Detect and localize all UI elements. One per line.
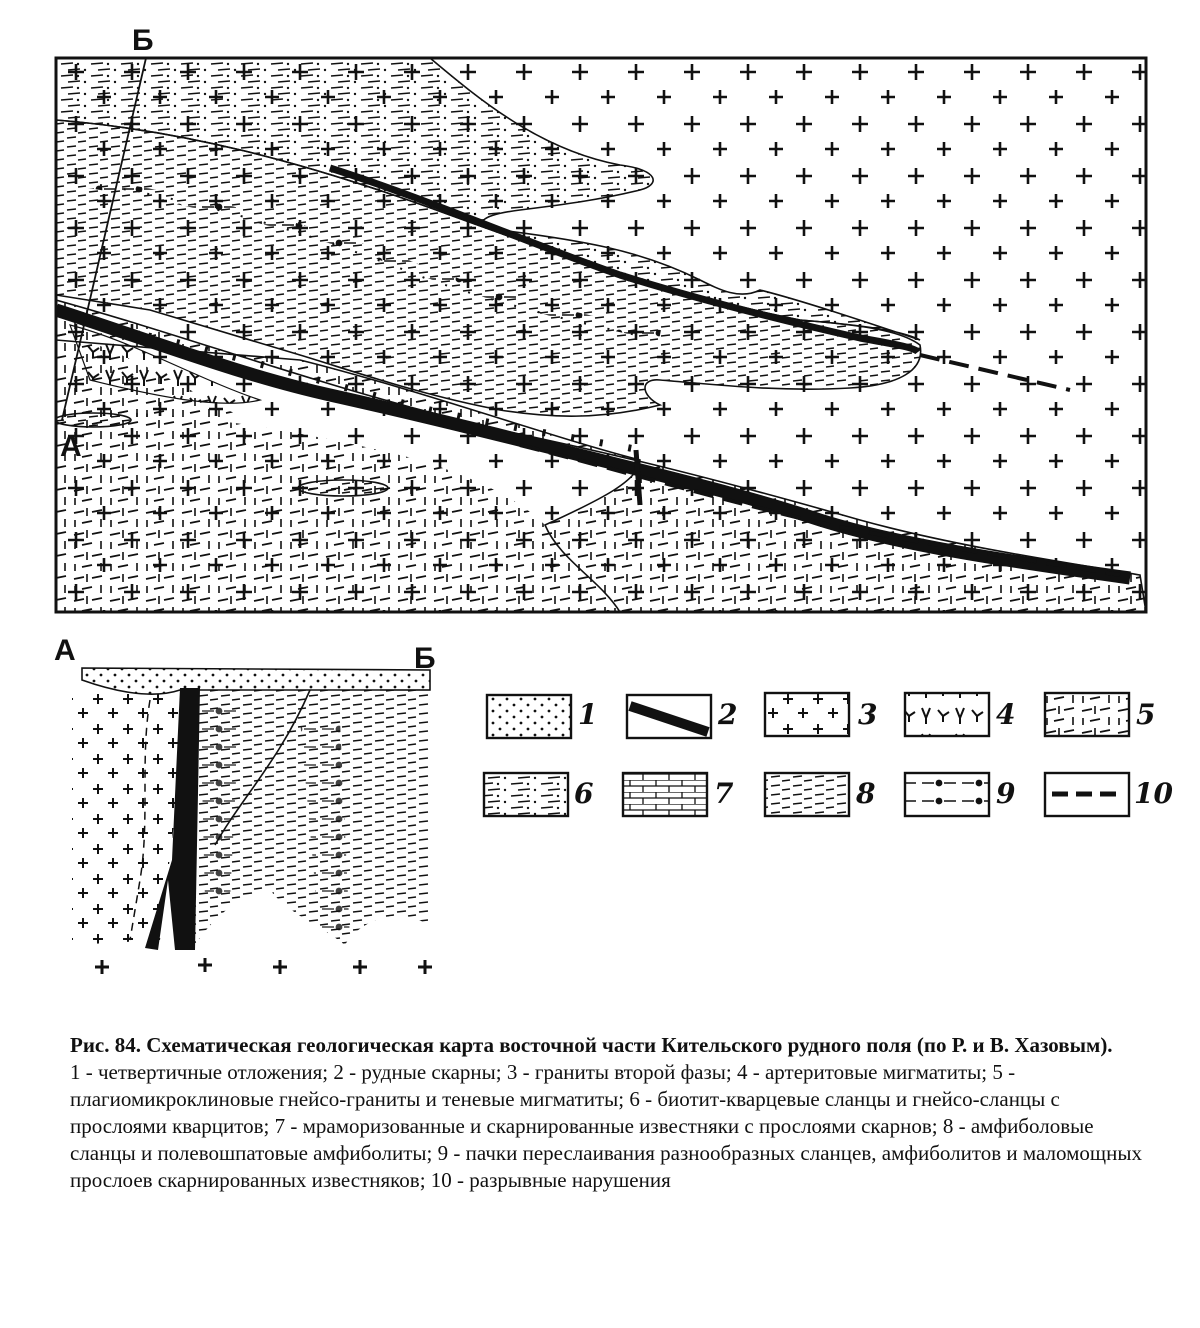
- map-label-b: Б: [132, 24, 154, 57]
- legend-num-5: 5: [1136, 698, 1156, 731]
- legend-swatch-8: [765, 773, 849, 816]
- legend-num-2: 2: [718, 698, 738, 731]
- cross-section: [72, 668, 432, 974]
- legend-swatch-2: [627, 695, 711, 738]
- legend-num-10: 10: [1134, 777, 1173, 810]
- section-label-b: Б: [414, 642, 436, 675]
- section-quaternary: [82, 668, 430, 694]
- section-label-a: А: [54, 634, 76, 667]
- legend-num-1: 1: [578, 698, 598, 731]
- legend-swatch-10: [1045, 773, 1129, 816]
- legend-swatch-6: [484, 773, 568, 816]
- legend-num-8: 8: [856, 777, 876, 810]
- caption-text: 1 - четвертичные отложения; 2 - рудные скарны; 3 - граниты второй фазы; 4 - артеритовые мигматиты; 5 - плагиомикроклиновые гнейсо-граниты и теневые мигматиты; 6 - биотит-кварцевые сланцы и гнейсо-сланцы с прослоями кварцитов; 7 - мраморизованные и скарнированные известняки с прослоями скарнов; 8 - амфиболовые сланцы и полевошпатовые амфиболиты; 9 - пачки переслаивания разнообразных сланцев, амфиболитов и маломощных прослоев скарнированных известняков; 10 - разрывные нарушения: [70, 1060, 1142, 1192]
- legend-swatch-5: [1045, 693, 1129, 736]
- legend-num-4: 4: [996, 698, 1016, 731]
- legend-swatch-7: [623, 773, 707, 816]
- legend-num-3: 3: [858, 698, 878, 731]
- legend-swatch-9: [905, 773, 989, 816]
- legend-swatch-3: [765, 693, 849, 736]
- caption-title: Рис. 84. Схематическая геологическая карта восточной части Кительского рудного поля (по Р. и В. Хазовым).: [70, 1033, 1113, 1057]
- legend-num-6: 6: [574, 777, 594, 810]
- legend-swatch-4: [905, 693, 989, 736]
- legend-swatch-1: [487, 695, 571, 738]
- main-map: [55, 58, 1146, 612]
- legend-num-9: 9: [996, 777, 1016, 810]
- figure-caption: [70, 1032, 1150, 1194]
- legend-num-7: 7: [714, 777, 734, 810]
- map-label-a: А: [60, 430, 82, 463]
